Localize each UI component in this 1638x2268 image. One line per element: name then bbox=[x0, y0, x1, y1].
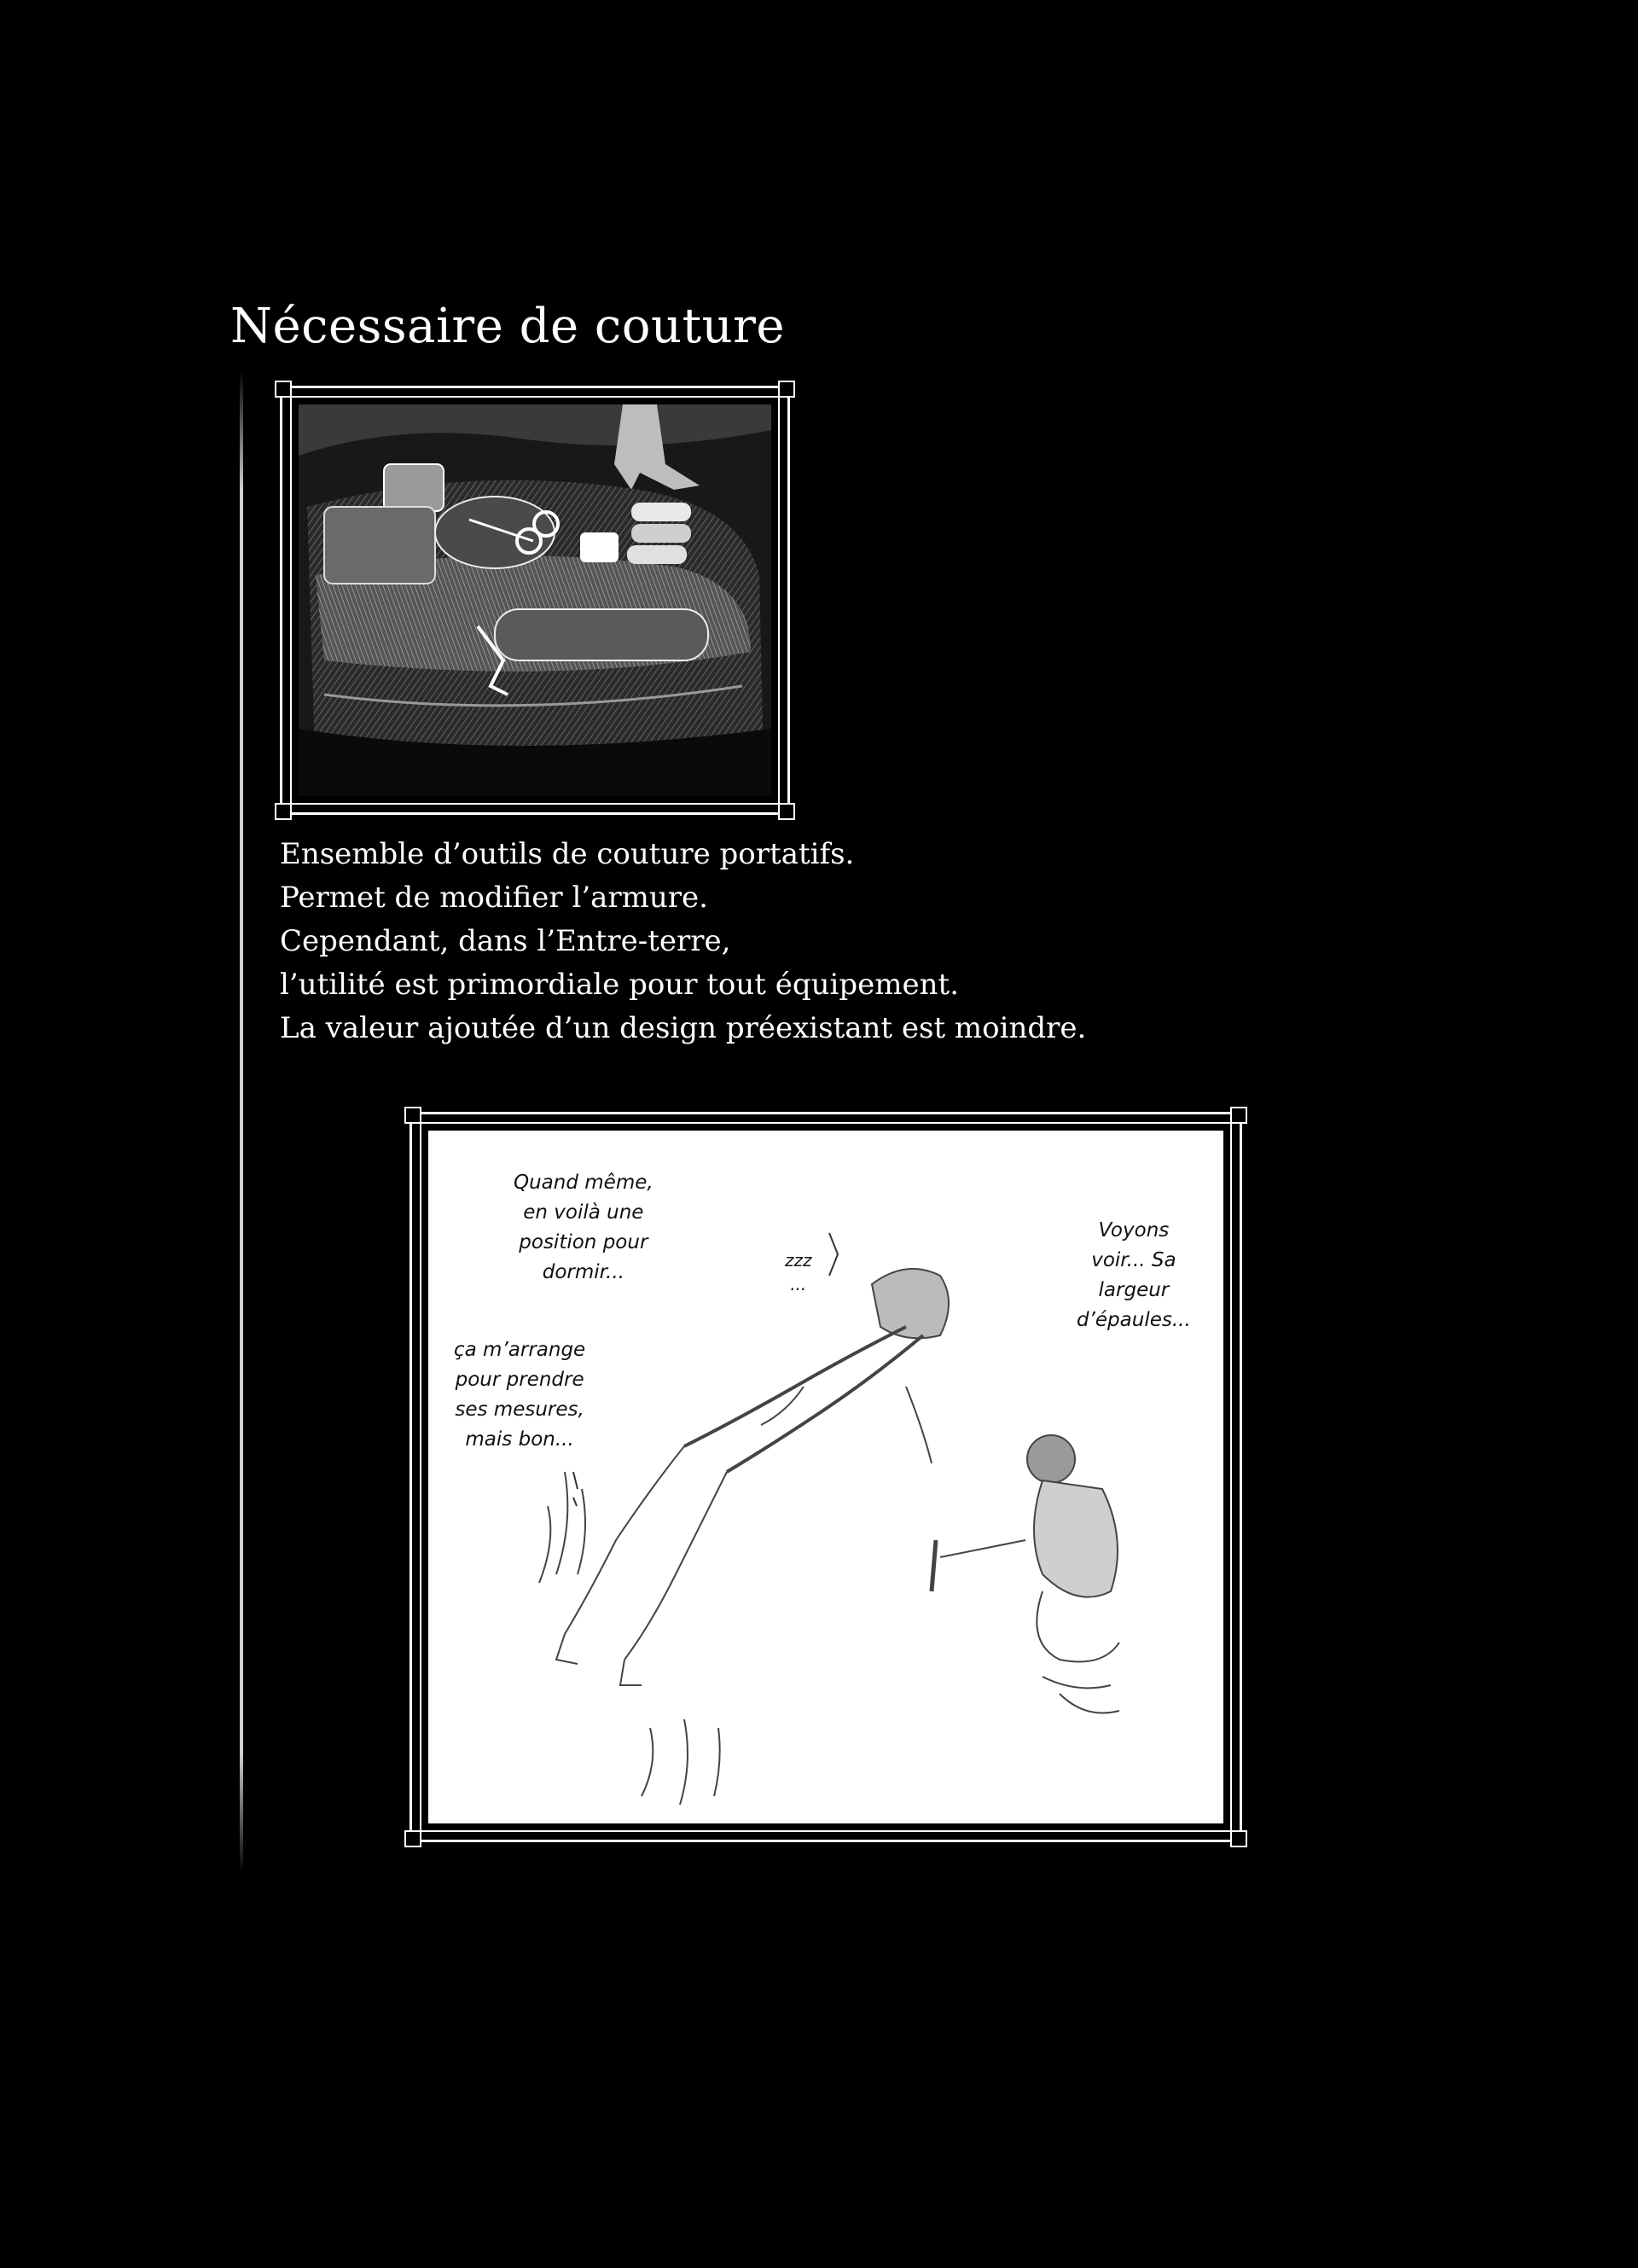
frame-corner bbox=[275, 803, 292, 820]
bubble-line: mais bon... bbox=[465, 1428, 574, 1451]
description-line: La valeur ajoutée d’un design préexistant est moindre. bbox=[280, 1011, 1087, 1045]
vertical-divider bbox=[240, 371, 243, 1873]
bubble-line: voir... Sa bbox=[1091, 1249, 1176, 1271]
description-line: Permet de modifier l’armure. bbox=[280, 881, 708, 915]
speech-bubble-4 bbox=[1077, 1216, 1191, 1335]
comic-panel bbox=[428, 1131, 1223, 1823]
frame-corner bbox=[404, 1830, 421, 1847]
bubble-line: ça m’arrange bbox=[454, 1339, 586, 1361]
bubble-line: d’épaules... bbox=[1077, 1309, 1191, 1331]
frame-corner bbox=[778, 803, 795, 820]
bubble-line: zzz bbox=[785, 1250, 812, 1271]
frame-corner bbox=[404, 1107, 421, 1124]
sewing-kit-illustration bbox=[299, 404, 771, 796]
description-line: Ensemble d’outils de couture portatifs. bbox=[280, 837, 855, 871]
frame-corner bbox=[1230, 1107, 1247, 1124]
frame-corner bbox=[778, 381, 795, 398]
bubble-line: ses mesures, bbox=[455, 1399, 584, 1421]
bubble-line: en voilà une bbox=[523, 1201, 644, 1224]
bubble-line: largeur bbox=[1098, 1279, 1170, 1301]
page-title: Nécessaire de couture bbox=[230, 299, 786, 354]
bubble-line: position pour bbox=[519, 1231, 648, 1253]
item-description bbox=[280, 833, 1086, 1050]
description-line: l’utilité est primordiale pour tout équipement. bbox=[280, 968, 960, 1002]
frame-corner bbox=[1230, 1830, 1247, 1847]
bubble-line: Quand même, bbox=[514, 1172, 653, 1194]
description-line: Cependant, dans l’Entre-terre, bbox=[280, 924, 731, 958]
frame-corner bbox=[275, 381, 292, 398]
sewing-kit-drawing bbox=[299, 404, 771, 796]
bubble-line: ... bbox=[790, 1274, 807, 1294]
sewing-kit-illustration-frame bbox=[280, 386, 790, 815]
speech-bubble-1 bbox=[514, 1168, 653, 1288]
comic-panel-frame bbox=[410, 1112, 1242, 1842]
speech-bubble-2 bbox=[454, 1335, 585, 1455]
bubble-line: dormir... bbox=[542, 1261, 624, 1283]
bubble-line: pour prendre bbox=[455, 1369, 584, 1391]
bubble-line: Voyons bbox=[1098, 1219, 1170, 1242]
speech-bubble-3 bbox=[785, 1248, 812, 1296]
